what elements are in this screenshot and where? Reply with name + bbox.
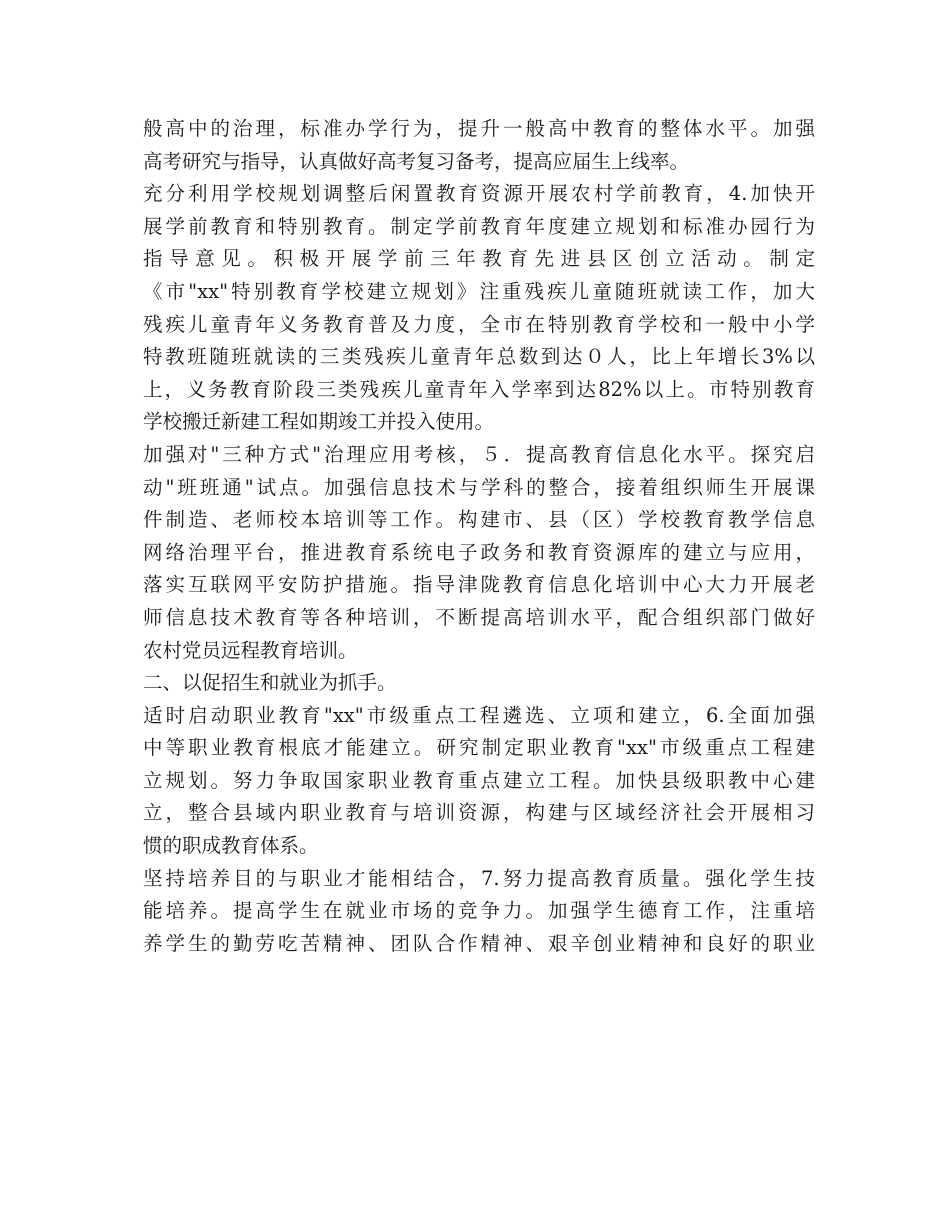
text-line: 能培养。提高学生在就业市场的竞争力。加强学生德育工作，注重培 bbox=[143, 899, 815, 923]
text-line: 网络治理平台，推进教育系统电子政务和教育资源库的建立与应用， bbox=[143, 540, 815, 564]
text-line: 立规划。努力争取国家职业教育重点建立工程。加快县级职教中心建 bbox=[143, 768, 815, 792]
text-line: 动"班班通"试点。加强信息技术与学科的整合，接着组织师生开展课 bbox=[143, 475, 815, 499]
text-line: 学校搬迁新建工程如期竣工并投入使用。 bbox=[143, 410, 495, 434]
text-line: 展学前教育和特别教育。制定学前教育年度建立规划和标准办园行为 bbox=[143, 214, 815, 238]
text-line: 《市"xx"特别教育学校建立规划》注重残疾儿童随班就读工作，加大 bbox=[143, 279, 815, 303]
text-line: 件制造、老师校本培训等工作。构建市、县（区）学校教育教学信息 bbox=[143, 508, 815, 532]
section-heading: 二、以促招生和就业为抓手。 bbox=[143, 671, 397, 695]
text-line: 充分利用学校规划调整后闲置教育资源开展农村学前教育，4.加快开 bbox=[143, 182, 815, 206]
text-line: 上，义务教育阶段三类残疾儿童青年入学率到达82%以上。市特别教育 bbox=[143, 377, 815, 401]
text-line: 落实互联网平安防护措施。指导津陇教育信息化培训中心大力开展老 bbox=[143, 573, 815, 597]
text-line: 高考研究与指导，认真做好高考复习备考，提高应届生上线率。 bbox=[143, 149, 690, 173]
document-body-text bbox=[143, 113, 815, 960]
text-line: 残疾儿童青年义务教育普及力度，全市在特别教育学校和一般中小学 bbox=[143, 312, 815, 336]
text-line: 特教班随班就读的三类残疾儿童青年总数到达０人，比上年增长3%以 bbox=[143, 345, 815, 369]
text-line: 加强对"三种方式"治理应用考核，５．提高教育信息化水平。探究启 bbox=[143, 442, 815, 466]
text-line: 惯的职成教育体系。 bbox=[143, 834, 319, 858]
text-line: 坚持培养目的与职业才能相结合，7.努力提高教育质量。强化学生技 bbox=[143, 866, 815, 890]
text-line: 师信息技术教育等各种培训，不断提高培训水平，配合组织部门做好 bbox=[143, 605, 815, 629]
text-line: 立，整合县域内职业教育与培训资源，构建与区域经济社会开展相习 bbox=[143, 801, 815, 825]
text-line: 般高中的治理，标准办学行为，提升一般高中教育的整体水平。加强 bbox=[143, 117, 815, 140]
text-line: 指导意见。积极开展学前三年教育先进县区创立活动。制定 bbox=[143, 247, 815, 271]
text-line: 农村党员远程教育培训。 bbox=[143, 638, 358, 662]
text-line: 中等职业教育根底才能建立。研究制定职业教育"xx"市级重点工程建 bbox=[143, 736, 815, 760]
text-line: 养学生的勤劳吃苦精神、团队合作精神、艰辛创业精神和良好的职业 bbox=[143, 931, 815, 955]
text-line: 适时启动职业教育"xx"市级重点工程遴选、立项和建立，6.全面加强 bbox=[143, 703, 815, 727]
